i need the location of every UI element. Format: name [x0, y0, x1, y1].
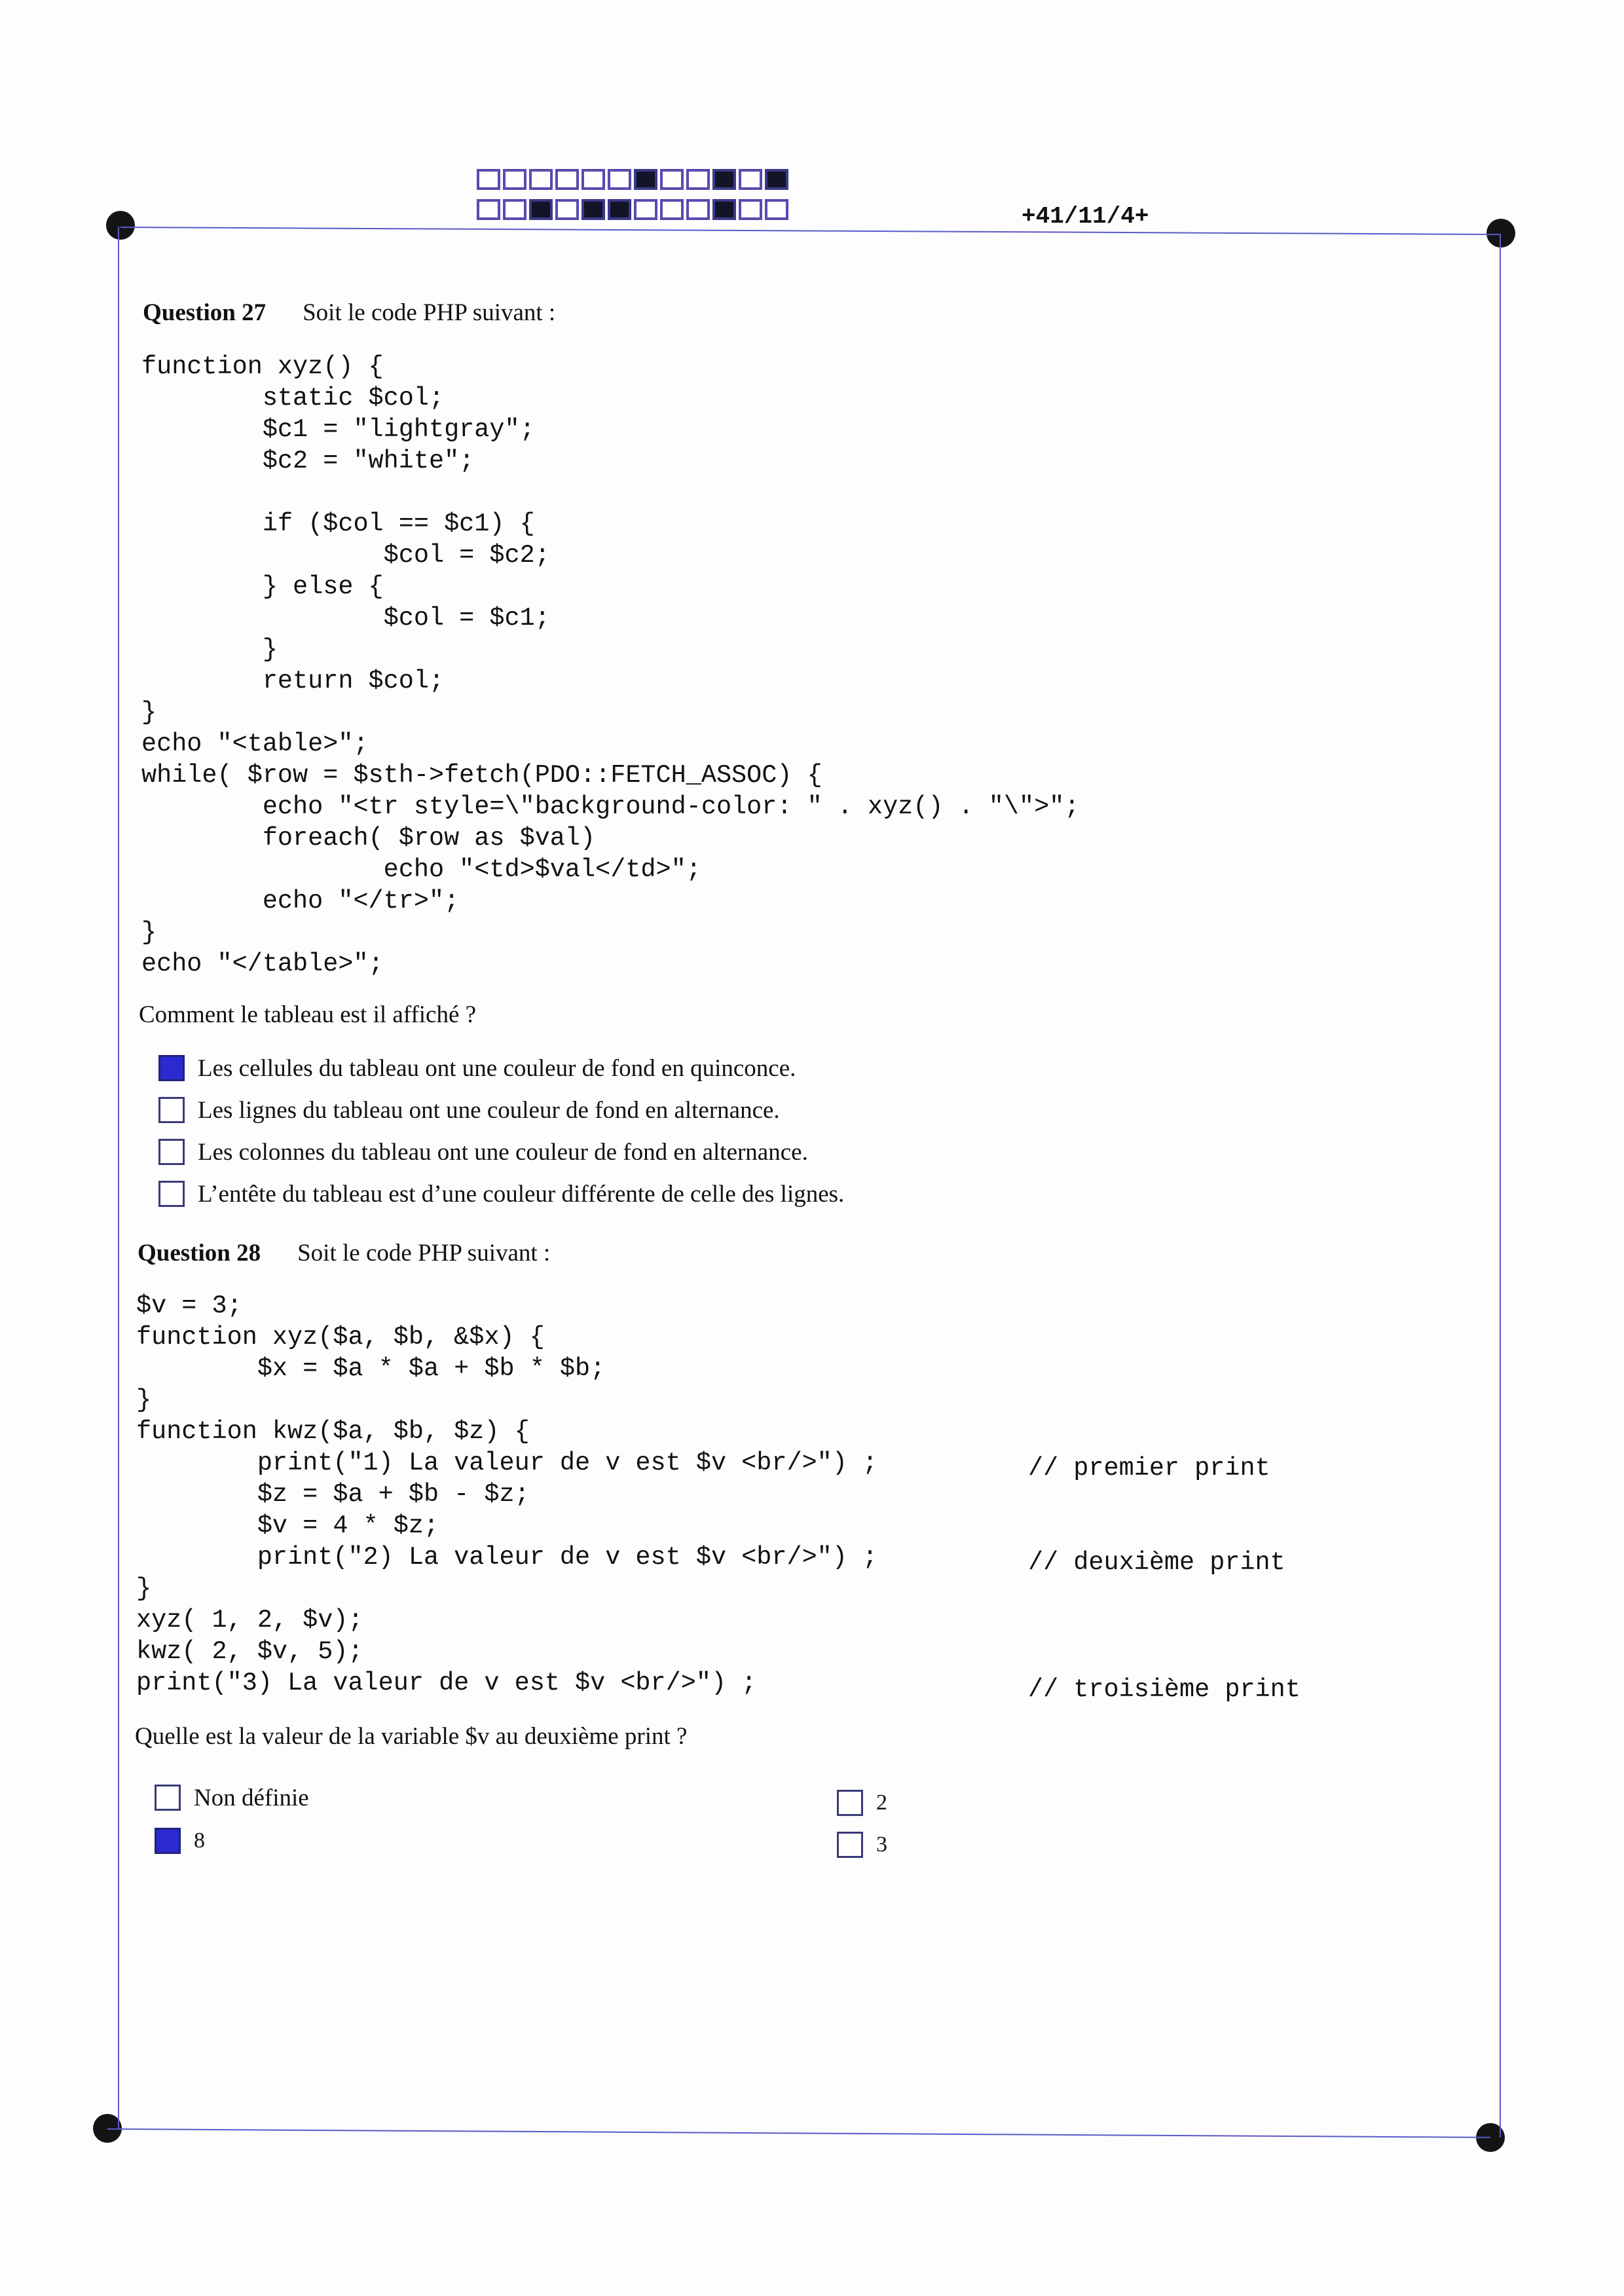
- q28-option-2[interactable]: [837, 1787, 887, 1819]
- barcode-cell: [686, 199, 710, 220]
- option-label: 3: [876, 1832, 887, 1857]
- barcode-cell: [739, 169, 762, 190]
- q27-question-text: Comment le tableau est il affiché ?: [139, 1001, 477, 1028]
- question-number: Question 27: [143, 299, 267, 326]
- barcode-cell: [503, 169, 526, 190]
- question-intro: Soit le code PHP suivant :: [303, 299, 556, 326]
- barcode-cell: [660, 199, 684, 220]
- q28-option-8[interactable]: [155, 1824, 205, 1857]
- frame-bottom: [107, 2128, 1490, 2138]
- question-27-title: [143, 299, 555, 327]
- barcode-cell: [712, 169, 736, 190]
- question-intro: Soit le code PHP suivant :: [297, 1240, 551, 1267]
- option-label: L’entête du tableau est d’une couleur différente de celle des lignes.: [198, 1180, 845, 1208]
- barcode-cell: [660, 169, 684, 190]
- q27-option-2[interactable]: [158, 1094, 780, 1126]
- barcode-cell: [686, 169, 710, 190]
- barcode-cell: [765, 199, 788, 220]
- barcode-cell: [581, 169, 605, 190]
- page-code: +41/11/4+: [1022, 203, 1149, 230]
- question-number: Question 28: [138, 1240, 261, 1267]
- q28-option-non-definie[interactable]: [155, 1781, 309, 1814]
- barcode-cell: [555, 169, 579, 190]
- option-label: Non définie: [194, 1784, 309, 1811]
- q27-option-1[interactable]: [158, 1052, 796, 1084]
- frame-left: [118, 227, 119, 2128]
- barcode-cell: [503, 199, 526, 220]
- option-label: Les cellules du tableau ont une couleur de fond en quinconce.: [198, 1054, 796, 1082]
- barcode-cell: [634, 169, 657, 190]
- question-28-title: [138, 1239, 550, 1268]
- checkbox[interactable]: [158, 1097, 185, 1123]
- barcode-row-1: [477, 169, 791, 190]
- q28-question-text: Quelle est la valeur de la variable $v au deuxième print ?: [135, 1723, 688, 1750]
- q27-code-block: function xyz() { static $col; $c1 = "lightgray"; $c2 = "white"; if ($col == $c1) { $col = $c2; } else { $col = $c1; } return $col; } echo "<table>"; while( $row = $sth->fetch(PDO::FETCH_ASSOC) { echo "<tr style=\"background-color: " . xyz() . "\">"; foreach( $row as $val) echo "<td>$val</td>"; echo "</tr>"; } echo "</table>";: [141, 352, 1080, 978]
- barcode-cell: [529, 199, 553, 220]
- checkbox[interactable]: [155, 1828, 181, 1854]
- barcode-cell: [739, 199, 762, 220]
- barcode-cell: [529, 169, 553, 190]
- option-label: Les lignes du tableau ont une couleur de fond en alternance.: [198, 1096, 780, 1124]
- barcode-cell: [608, 199, 631, 220]
- barcode-cell: [634, 199, 657, 220]
- barcode-row-2: [477, 199, 791, 220]
- q28-code-block: $v = 3; function xyz($a, $b, &$x) { $x = $a * $a + $b * $b; } function kwz($a, $b, $z) { print("1) La valeur de v est $v <br/>") ; $z = $a + $b - $z; $v = 4 * $z; print("2) La valeur de v est $v <br/>") ; } xyz( 1, 2, $v); kwz( 2, $v, 5); print("3) La valeur de v est $v <br/>") ;: [136, 1291, 878, 1697]
- q28-option-3[interactable]: [837, 1828, 887, 1861]
- comment-troisieme-print: // troisième print: [1028, 1675, 1301, 1704]
- barcode-cell: [555, 199, 579, 220]
- comment-premier-print: // premier print: [1028, 1454, 1270, 1483]
- barcode-cell: [581, 199, 605, 220]
- option-label: 2: [876, 1790, 887, 1815]
- q27-option-4[interactable]: [158, 1177, 844, 1210]
- barcode-cell: [608, 169, 631, 190]
- barcode-cell: [765, 169, 788, 190]
- option-label: 8: [194, 1828, 205, 1853]
- barcode-cell: [712, 199, 736, 220]
- checkbox[interactable]: [158, 1181, 185, 1207]
- frame-top: [120, 227, 1501, 235]
- frame-right: [1500, 234, 1501, 2138]
- option-label: Les colonnes du tableau ont une couleur de fond en alternance.: [198, 1138, 808, 1166]
- q27-option-3[interactable]: [158, 1136, 808, 1168]
- comment-deuxieme-print: // deuxième print: [1028, 1548, 1285, 1577]
- checkbox[interactable]: [155, 1785, 181, 1811]
- barcode-cell: [477, 199, 500, 220]
- checkbox[interactable]: [158, 1055, 185, 1081]
- checkbox[interactable]: [837, 1832, 863, 1858]
- corner-mark-top-left: [106, 211, 135, 240]
- checkbox[interactable]: [158, 1139, 185, 1165]
- barcode-cell: [477, 169, 500, 190]
- checkbox[interactable]: [837, 1790, 863, 1816]
